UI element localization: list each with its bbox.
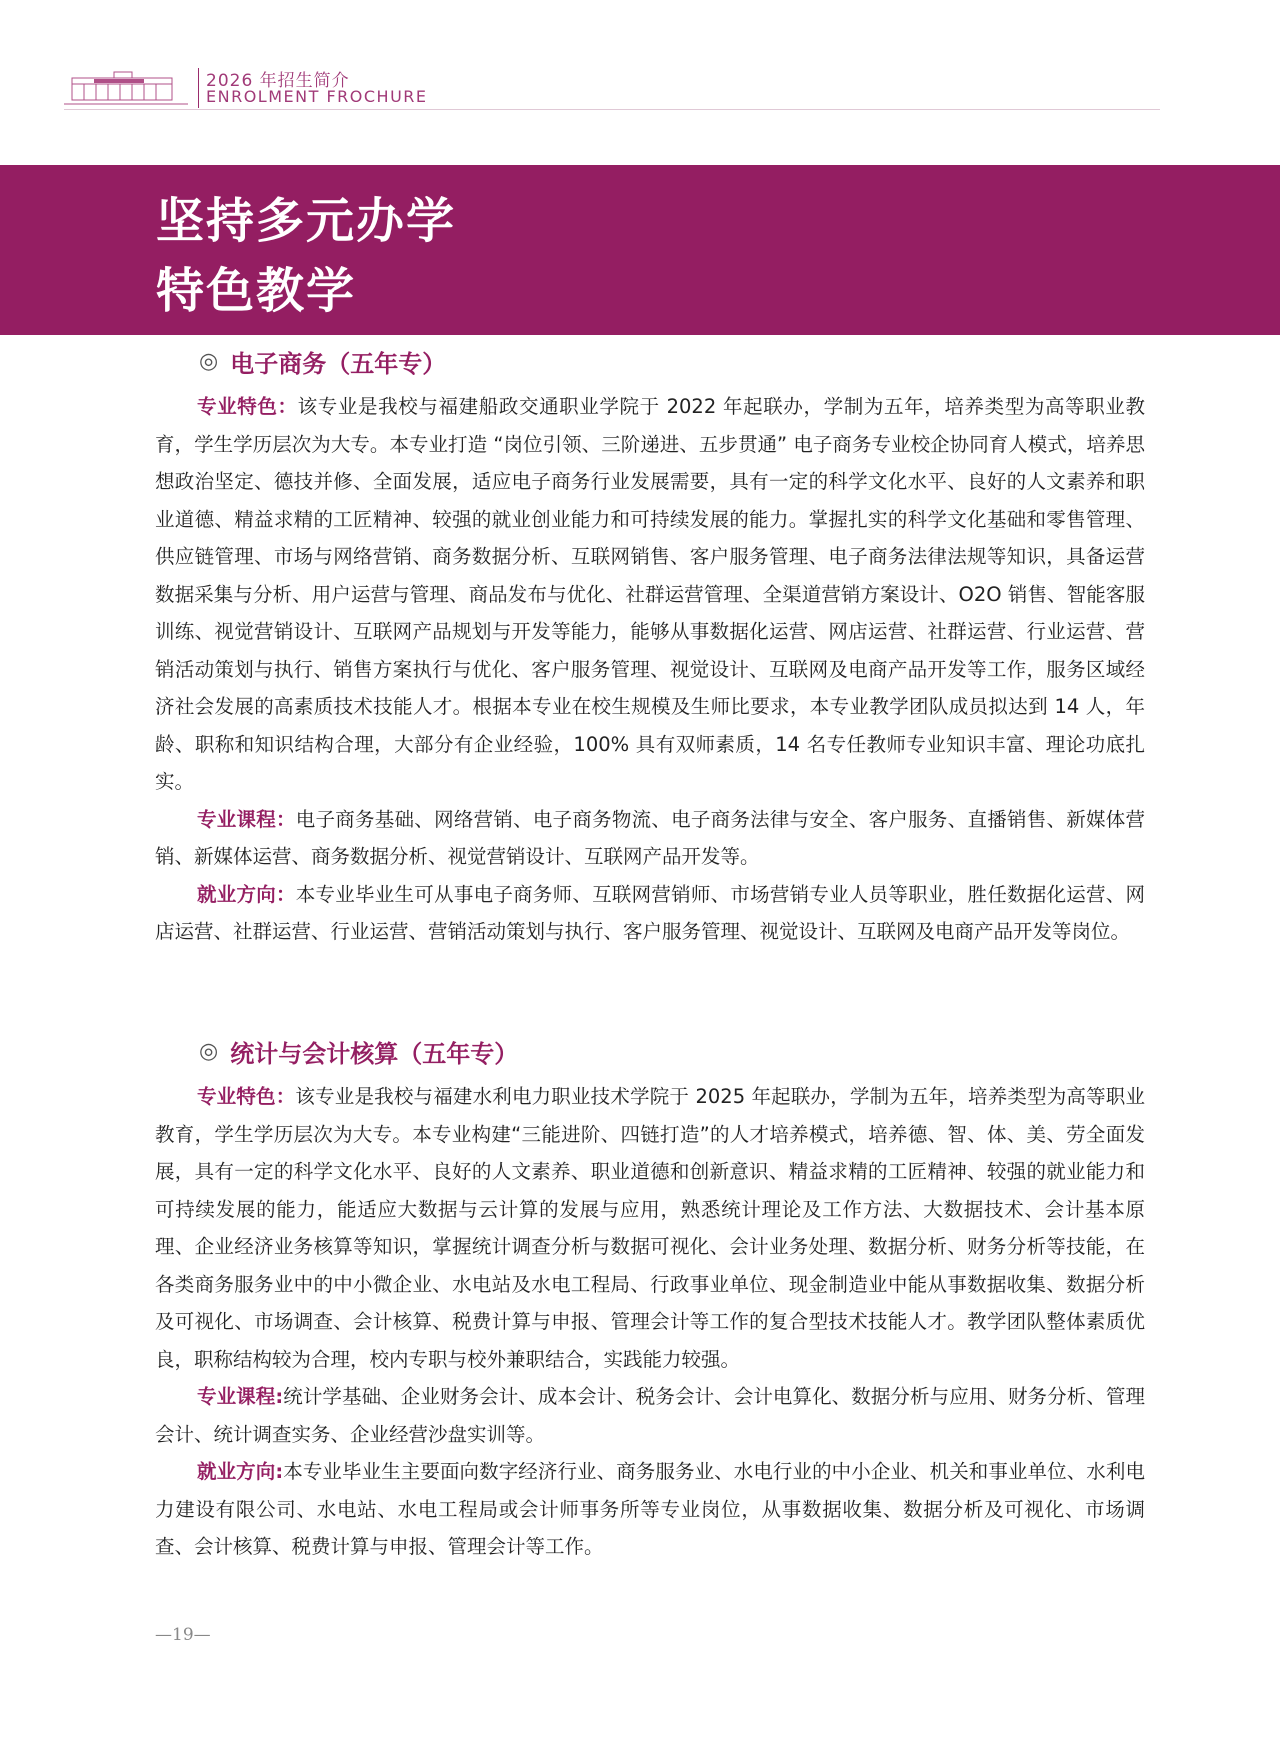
- career-label: 就业方向:: [197, 1460, 284, 1483]
- career-text: 本专业毕业生可从事电子商务师、互联网营销师、市场营销专业人员等职业，胜任数据化运营、网店运营、社群运营、行业运营、营销活动策划与执行、客户服务管理、视觉设计、互联网及电商产品开发等岗位。: [155, 882, 1145, 943]
- brochure-subtitle: ENROLMENT FROCHURE: [206, 87, 428, 106]
- features-label: 专业特色：: [197, 395, 298, 418]
- career-paragraph: [155, 1453, 1145, 1566]
- page-header: [64, 62, 1160, 112]
- courses-label: 专业课程：: [197, 807, 296, 831]
- courses-text: 电子商务基础、网络营销、电子商务物流、电子商务法律与安全、客户服务、直播销售、新媒体营销、新媒体运营、商务数据分析、视觉营销设计、互联网产品开发等。: [155, 807, 1145, 868]
- courses-paragraph: [155, 801, 1145, 876]
- program-section-ecommerce: [155, 344, 1145, 951]
- section-marker-icon: ◎: [199, 1039, 219, 1064]
- title-banner: [0, 165, 1280, 335]
- header-divider: [198, 68, 199, 108]
- section-marker-icon: ◎: [199, 349, 219, 374]
- section-title: 统计与会计核算（五年专）: [230, 1040, 519, 1068]
- school-building-logo-icon: [64, 70, 188, 110]
- courses-paragraph: [155, 1378, 1145, 1453]
- courses-label: 专业课程:: [197, 1385, 284, 1408]
- courses-text: 统计学基础、企业财务会计、成本会计、税务会计、会计电算化、数据分析与应用、财务分析、管理会计、统计调查实务、企业经营沙盘实训等。: [155, 1385, 1145, 1446]
- program-section-statistics-accounting: [155, 1034, 1145, 1566]
- features-paragraph: [155, 1078, 1145, 1378]
- career-text: 本专业毕业生主要面向数字经济行业、商务服务业、水电行业的中小企业、机关和事业单位、水利电力建设有限公司、水电站、水电工程局或会计师事务所等专业岗位，从事数据收集、数据分析及可视化、市场调查、会计核算、税费计算与申报、管理会计等工作。: [155, 1460, 1145, 1558]
- career-label: 就业方向：: [197, 882, 296, 906]
- career-paragraph: [155, 876, 1145, 951]
- banner-title-line-2: 特色教学: [156, 263, 357, 319]
- features-text: 该专业是我校与福建船政交通职业学院于 2022 年起联办，学制为五年，培养类型为高等职业教育，学生学历层次为大专。本专业打造 “岗位引领、三阶递进、五步贯通” 电子商务专业校企协同育人模式，培养思想政治坚定、德技并修、全面发展，适应电子商务行业发展需要，具有一定的科学文化水平、良好的人文素养和职业道德、精益求精的工匠精神、较强的就业创业能力和可持续发展的能力。掌握扎实的科学文化基础和零售管理、供应链管理、市场与网络营销、商务数据分析、互联网销售、客户服务管理、电子商务法律法规等知识，具备运营数据采集与分析、用户运营与管理、商品发布与优化、社群运营管理、全渠道营销方案设计、O2O 销售、智能客服训练、视觉营销设计、互联网产品规划与开发等能力，能够从事数据化运营、网店运营、社群运营、行业运营、营销活动策划与执行、销售方案执行与优化、客户服务管理、视觉设计、互联网及电商产品开发等工作，服务区域经济社会发展的高素质技术技能人才。根据本专业在校生规模及生师比要求，本专业教学团队成员拟达到 14 人，年龄、职称和知识结构合理，大部分有企业经验，100% 具有双师素质，14 名专任教师专业知识丰富、理论功底扎实。: [155, 395, 1145, 793]
- features-text: 该专业是我校与福建水利电力职业技术学院于 2025 年起联办，学制为五年，培养类型为高等职业教育，学生学历层次为大专。本专业构建“三能进阶、四链打造”的人才培养模式，培养德、智、体、美、劳全面发展，具有一定的科学文化水平、良好的人文素养、职业道德和创新意识、精益求精的工匠精神、较强的就业能力和可持续发展的能力，能适应大数据与云计算的发展与应用，熟悉统计理论及工作方法、大数据技术、会计基本原理、企业经济业务核算等知识，掌握统计调查分析与数据可视化、会计业务处理、数据分析、财务分析等技能，在各类商务服务业中的中小微企业、水电站及水电工程局、行政事业单位、现金制造业中能从事数据收集、数据分析及可视化、市场调查、会计核算、税费计算与申报、管理会计等工作的复合型技术技能人才。教学团队整体素质优良，职称结构较为合理，校内专职与校外兼职结合，实践能力较强。: [155, 1085, 1145, 1371]
- features-paragraph: [155, 388, 1145, 801]
- section-heading: [199, 1034, 1145, 1074]
- header-rule: [64, 109, 1160, 110]
- banner-title-line-1: 坚持多元办学: [156, 193, 457, 249]
- page-number: —19—: [155, 1625, 211, 1645]
- features-label: 专业特色：: [197, 1085, 296, 1108]
- section-heading: [199, 344, 1145, 384]
- section-title: 电子商务（五年专）: [230, 350, 447, 378]
- brochure-title: 2026 年招生简介: [206, 71, 350, 91]
